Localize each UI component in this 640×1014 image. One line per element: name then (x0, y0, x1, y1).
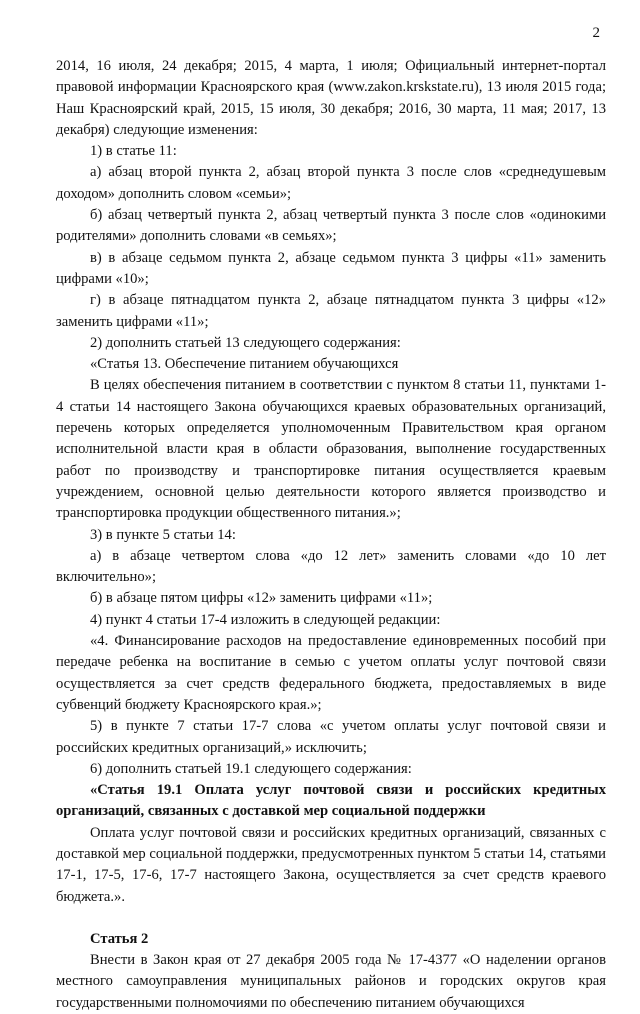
paragraph-article-13-title: «Статья 13. Обеспечение питанием обучающихся (90, 356, 399, 373)
paragraph-item-1a: а) абзац второй пункта 2, абзац второй пункта 3 после слов «среднедушевым доходом» дополнить словом «семьи»; (56, 164, 606, 202)
paragraph-article-19-1-body: Оплата услуг почтовой связи и российских кредитных организаций, связанных с доставкой мер социальной поддержки, предусмотренных пунктом 5 статьи 14, статьями 17-1, 17-5, 17-6, 17-7 настоящего Закона, осуществляется за счет средств краевого бюджета.». (56, 824, 606, 905)
article-2-heading: Статья 2 (90, 930, 149, 947)
paragraph-item-4-text: «4. Финансирование расходов на предоставление единовременных пособий при передаче ребенка на воспитание в семью с учетом оплаты услуг почтовой связи осуществляется за счет средств федерального бюджета, предоставляемых в виде субвенций бюджету Красноярского края.»; (56, 633, 606, 713)
paragraph-item-1b: б) абзац четвертый пункта 2, абзац четвертый пункта 3 после слов «одинокими родителями» дополнить словами «в семьях»; (56, 207, 606, 245)
paragraph-item-2: 2) дополнить статьей 13 следующего содержания: (90, 334, 401, 351)
paragraph-item-3a: а) в абзаце четвертом слова «до 12 лет» заменить словами «до 10 лет включительно»; (56, 547, 606, 586)
paragraph-item-5: 5) в пункте 7 статьи 17-7 слова «с учетом оплаты услуг почтовой связи и российских кредитных организаций,» исключить; (56, 718, 606, 756)
paragraph-intro-continuation: 2014, 16 июля, 24 декабря; 2015, 4 марта, 1 июля; Официальный интернет-портал правовой информации Красноярского края (www.zakon.krskstate.ru), 13 июля 2015 года; Наш Красноярский край, 2015, 15 июля, 30 декабря; 2016, 30 марта, 11 мая; 2017, 13 декабря) следующие изменения: (56, 58, 606, 138)
paragraph-item-6: 6) дополнить статьей 19.1 следующего содержания: (90, 760, 412, 777)
paragraph-item-3: 3) в пункте 5 статьи 14: (90, 526, 236, 543)
paragraph-article-19-1-title: «Статья 19.1 Оплата услуг почтовой связи и российских кредитных организаций, связанных с доставкой мер социальной поддержки (56, 782, 606, 820)
paragraph-item-1: 1) в статье 11: (90, 143, 177, 160)
page-number: 2 (592, 25, 600, 41)
paragraph-article-2-body: Внести в Закон края от 27 декабря 2005 года № 17-4377 «О наделении органов местного самоуправления муниципальных районов и городских округов края государственными полномочиями по обеспечению питанием обучающихся (56, 952, 606, 1011)
paragraph-item-3b: б) в абзаце пятом цифры «12» заменить цифрами «11»; (90, 590, 433, 607)
paragraph-item-4: 4) пункт 4 статьи 17-4 изложить в следующей редакции: (90, 611, 441, 628)
document-body (56, 56, 606, 1014)
paragraph-article-13-body: В целях обеспечения питанием в соответствии с пунктом 8 статьи 11, пунктами 1-4 статьи 14 настоящего Закона обучающихся краевых образовательных организаций, перечень которых определяется уполномоченным Правительством края органом исполнительной власти края в области образования, выполнение государственных работ по производству и транспортировке питания осуществляется краевым учреждением, основной целью деятельности которого является производство и транспортировка продукции общественного питания.»; (56, 377, 606, 522)
paragraph-item-1v: в) в абзаце седьмом пункта 2, абзаце седьмом пункта 3 цифры «11» заменить цифрами «10»; (56, 249, 606, 287)
paragraph-item-1g: г) в абзаце пятнадцатом пункта 2, абзаце пятнадцатом пункта 3 цифры «12» заменить цифрами «11»; (56, 292, 606, 330)
spacer (56, 908, 606, 929)
